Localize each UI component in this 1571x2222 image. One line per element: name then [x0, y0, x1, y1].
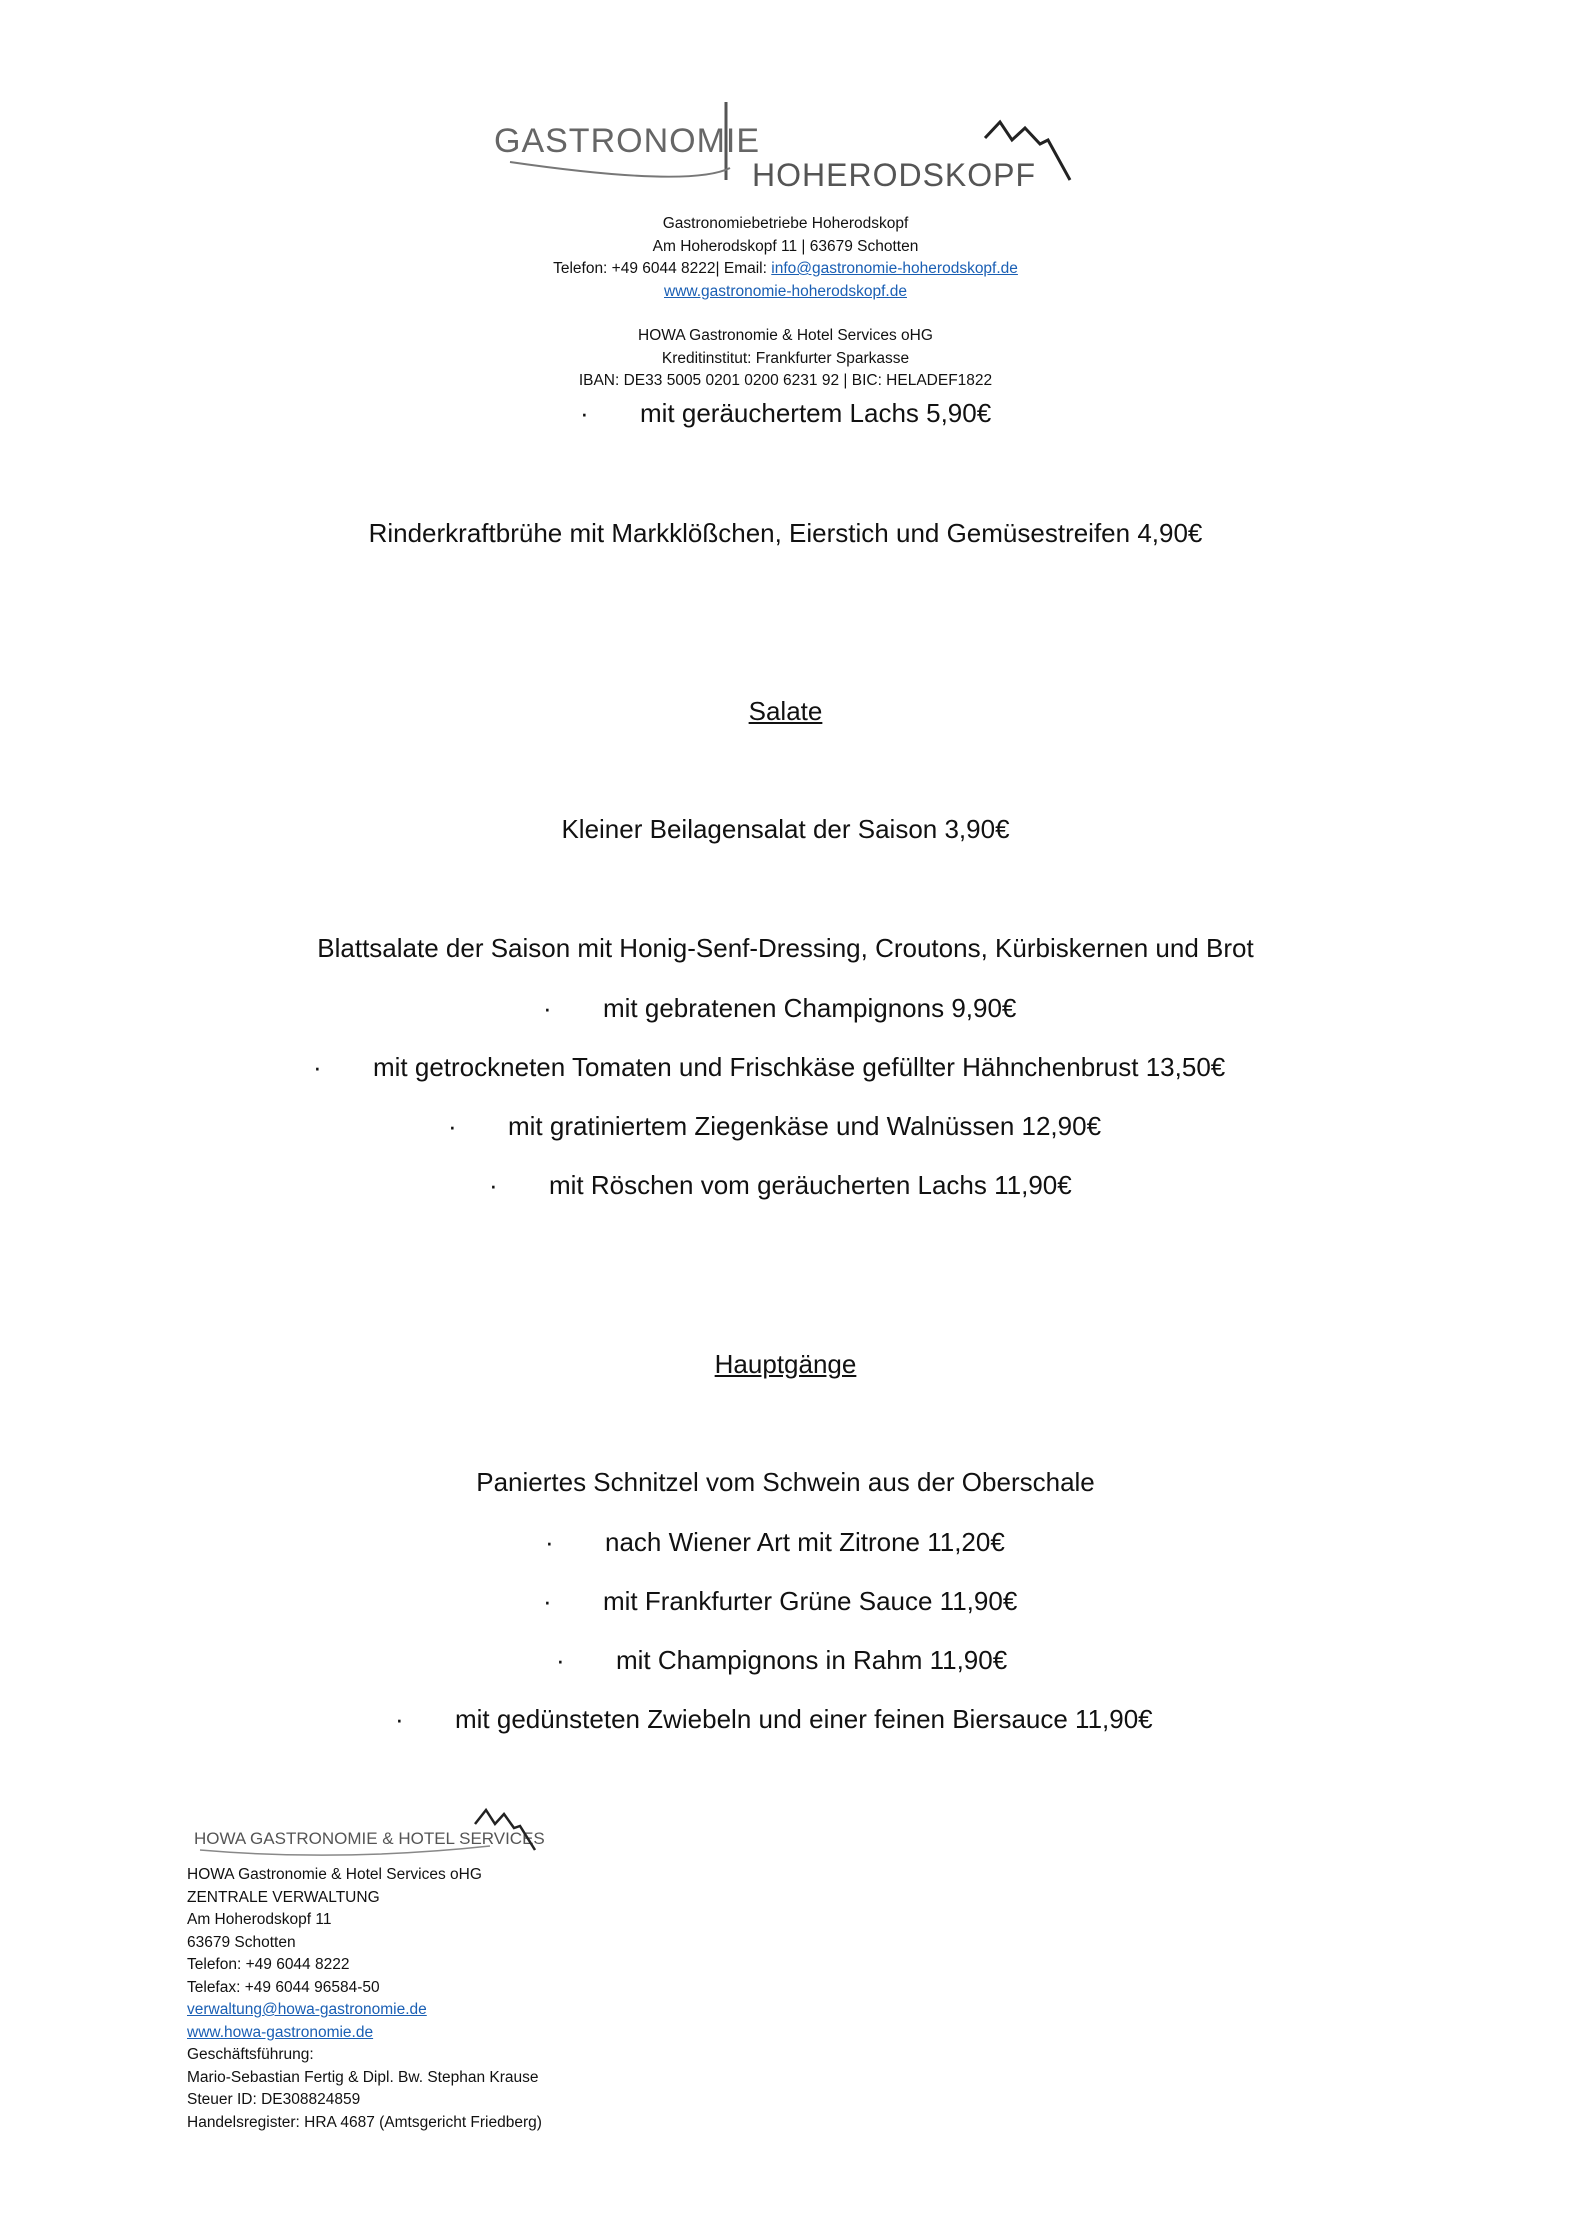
footer-logo-text: HOWA GASTRONOMIE & HOTEL SERVICES [194, 1829, 545, 1848]
schnitzel-option [543, 1586, 1017, 1617]
option-text: mit Champignons in Rahm 11,90€ [616, 1645, 1008, 1675]
footer-block [187, 1864, 542, 2134]
lachs-option [580, 398, 991, 429]
salad-option [448, 1111, 1101, 1142]
option-text: mit Frankfurter Grüne Sauce 11,90€ [603, 1586, 1018, 1616]
schnitzel-option [545, 1527, 1005, 1558]
option-text: mit Röschen vom geräucherten Lachs 11,90€ [549, 1170, 1072, 1200]
footer-line: HOWA Gastronomie & Hotel Services oHG [187, 1866, 482, 1883]
option-text: mit gratiniertem Ziegenkäse und Walnüssen 12,90€ [508, 1111, 1102, 1141]
footer-line: Geschäftsführung: [187, 2046, 314, 2063]
bullet: · [395, 1704, 404, 1734]
bullet: · [543, 993, 552, 1023]
logo-text-1: GASTRONOMIE [494, 122, 761, 160]
phone-email-prefix: Telefon: +49 6044 8222| Email: [553, 260, 772, 277]
footer-line: Mario-Sebastian Fertig & Dipl. Bw. Stephan Krause [187, 2068, 539, 2086]
schnitzel-option [556, 1645, 1007, 1676]
bullet: · [580, 398, 589, 428]
salad-option [543, 993, 1016, 1024]
header-address-block [0, 213, 1571, 393]
company-name: Gastronomiebetriebe Hoherodskopf [662, 215, 909, 232]
bullet: · [545, 1527, 554, 1557]
bullet: · [489, 1170, 498, 1200]
leaf-salad-item: Blattsalate der Saison mit Honig-Senf-Dressing, Croutons, Kürbiskernen und Brot [317, 933, 1254, 963]
company-contact [0, 258, 1571, 281]
bank-holder: HOWA Gastronomie & Hotel Services oHG [638, 327, 933, 344]
logo-text-2: HOHERODSKOPF [752, 157, 1037, 193]
bullet: · [543, 1586, 552, 1616]
schnitzel-item: Paniertes Schnitzel vom Schwein aus der Oberschale [476, 1467, 1095, 1497]
soup-item: Rinderkraftbrühe mit Markklößchen, Eierstich und Gemüsestreifen 4,90€ [368, 518, 1203, 548]
footer-line: Telefax: +49 6044 96584-50 [187, 1978, 380, 1996]
email-link[interactable]: info@gastronomie-hoherodskopf.de [771, 260, 1018, 277]
option-text: nach Wiener Art mit Zitrone 11,20€ [605, 1527, 1005, 1557]
footer-website-link[interactable]: www.howa-gastronomie.de [187, 2023, 374, 2041]
footer-line: Am Hoherodskopf 11 [187, 1911, 332, 1928]
footer-line: Handelsregister: HRA 4687 (Amtsgericht Friedberg) [187, 2113, 542, 2131]
schnitzel-option [395, 1704, 1153, 1735]
bank-name: Kreditinstitut: Frankfurter Sparkasse [661, 349, 910, 367]
company-address: Am Hoherodskopf 11 | 63679 Schotten [652, 237, 919, 255]
howa-logo [190, 1800, 550, 1860]
salad-option [313, 1052, 1225, 1083]
footer-line: Steuer ID: DE308824859 [187, 2091, 361, 2108]
option-text: mit geräuchertem Lachs 5,90€ [640, 398, 992, 428]
salads-heading: Salate [748, 696, 823, 726]
iban: IBAN: DE33 5005 0201 0200 6231 92 | BIC: HELADEF1822 [578, 372, 993, 389]
website-link[interactable]: www.gastronomie-hoherodskopf.de [664, 282, 907, 300]
gastronomie-hoherodskopf-logo [490, 100, 1080, 200]
side-salad-item: Kleiner Beilagensalat der Saison 3,90€ [561, 814, 1010, 844]
footer-line: ZENTRALE VERWALTUNG [187, 1888, 380, 1906]
option-text: mit getrockneten Tomaten und Frischkäse gefüllter Hähnchenbrust 13,50€ [373, 1052, 1226, 1082]
footer-line: 63679 Schotten [187, 1933, 296, 1951]
mains-heading: Hauptgänge [714, 1349, 857, 1379]
footer-email-link[interactable]: verwaltung@howa-gastronomie.de [187, 2001, 427, 2018]
bullet: · [448, 1111, 457, 1141]
option-text: mit gebratenen Champignons 9,90€ [603, 993, 1017, 1023]
option-text: mit gedünsteten Zwiebeln und einer feinen Biersauce 11,90€ [455, 1704, 1153, 1734]
bullet: · [313, 1052, 322, 1082]
footer-line: Telefon: +49 6044 8222 [187, 1956, 350, 1973]
bullet: · [556, 1645, 565, 1675]
salad-option [489, 1170, 1072, 1201]
